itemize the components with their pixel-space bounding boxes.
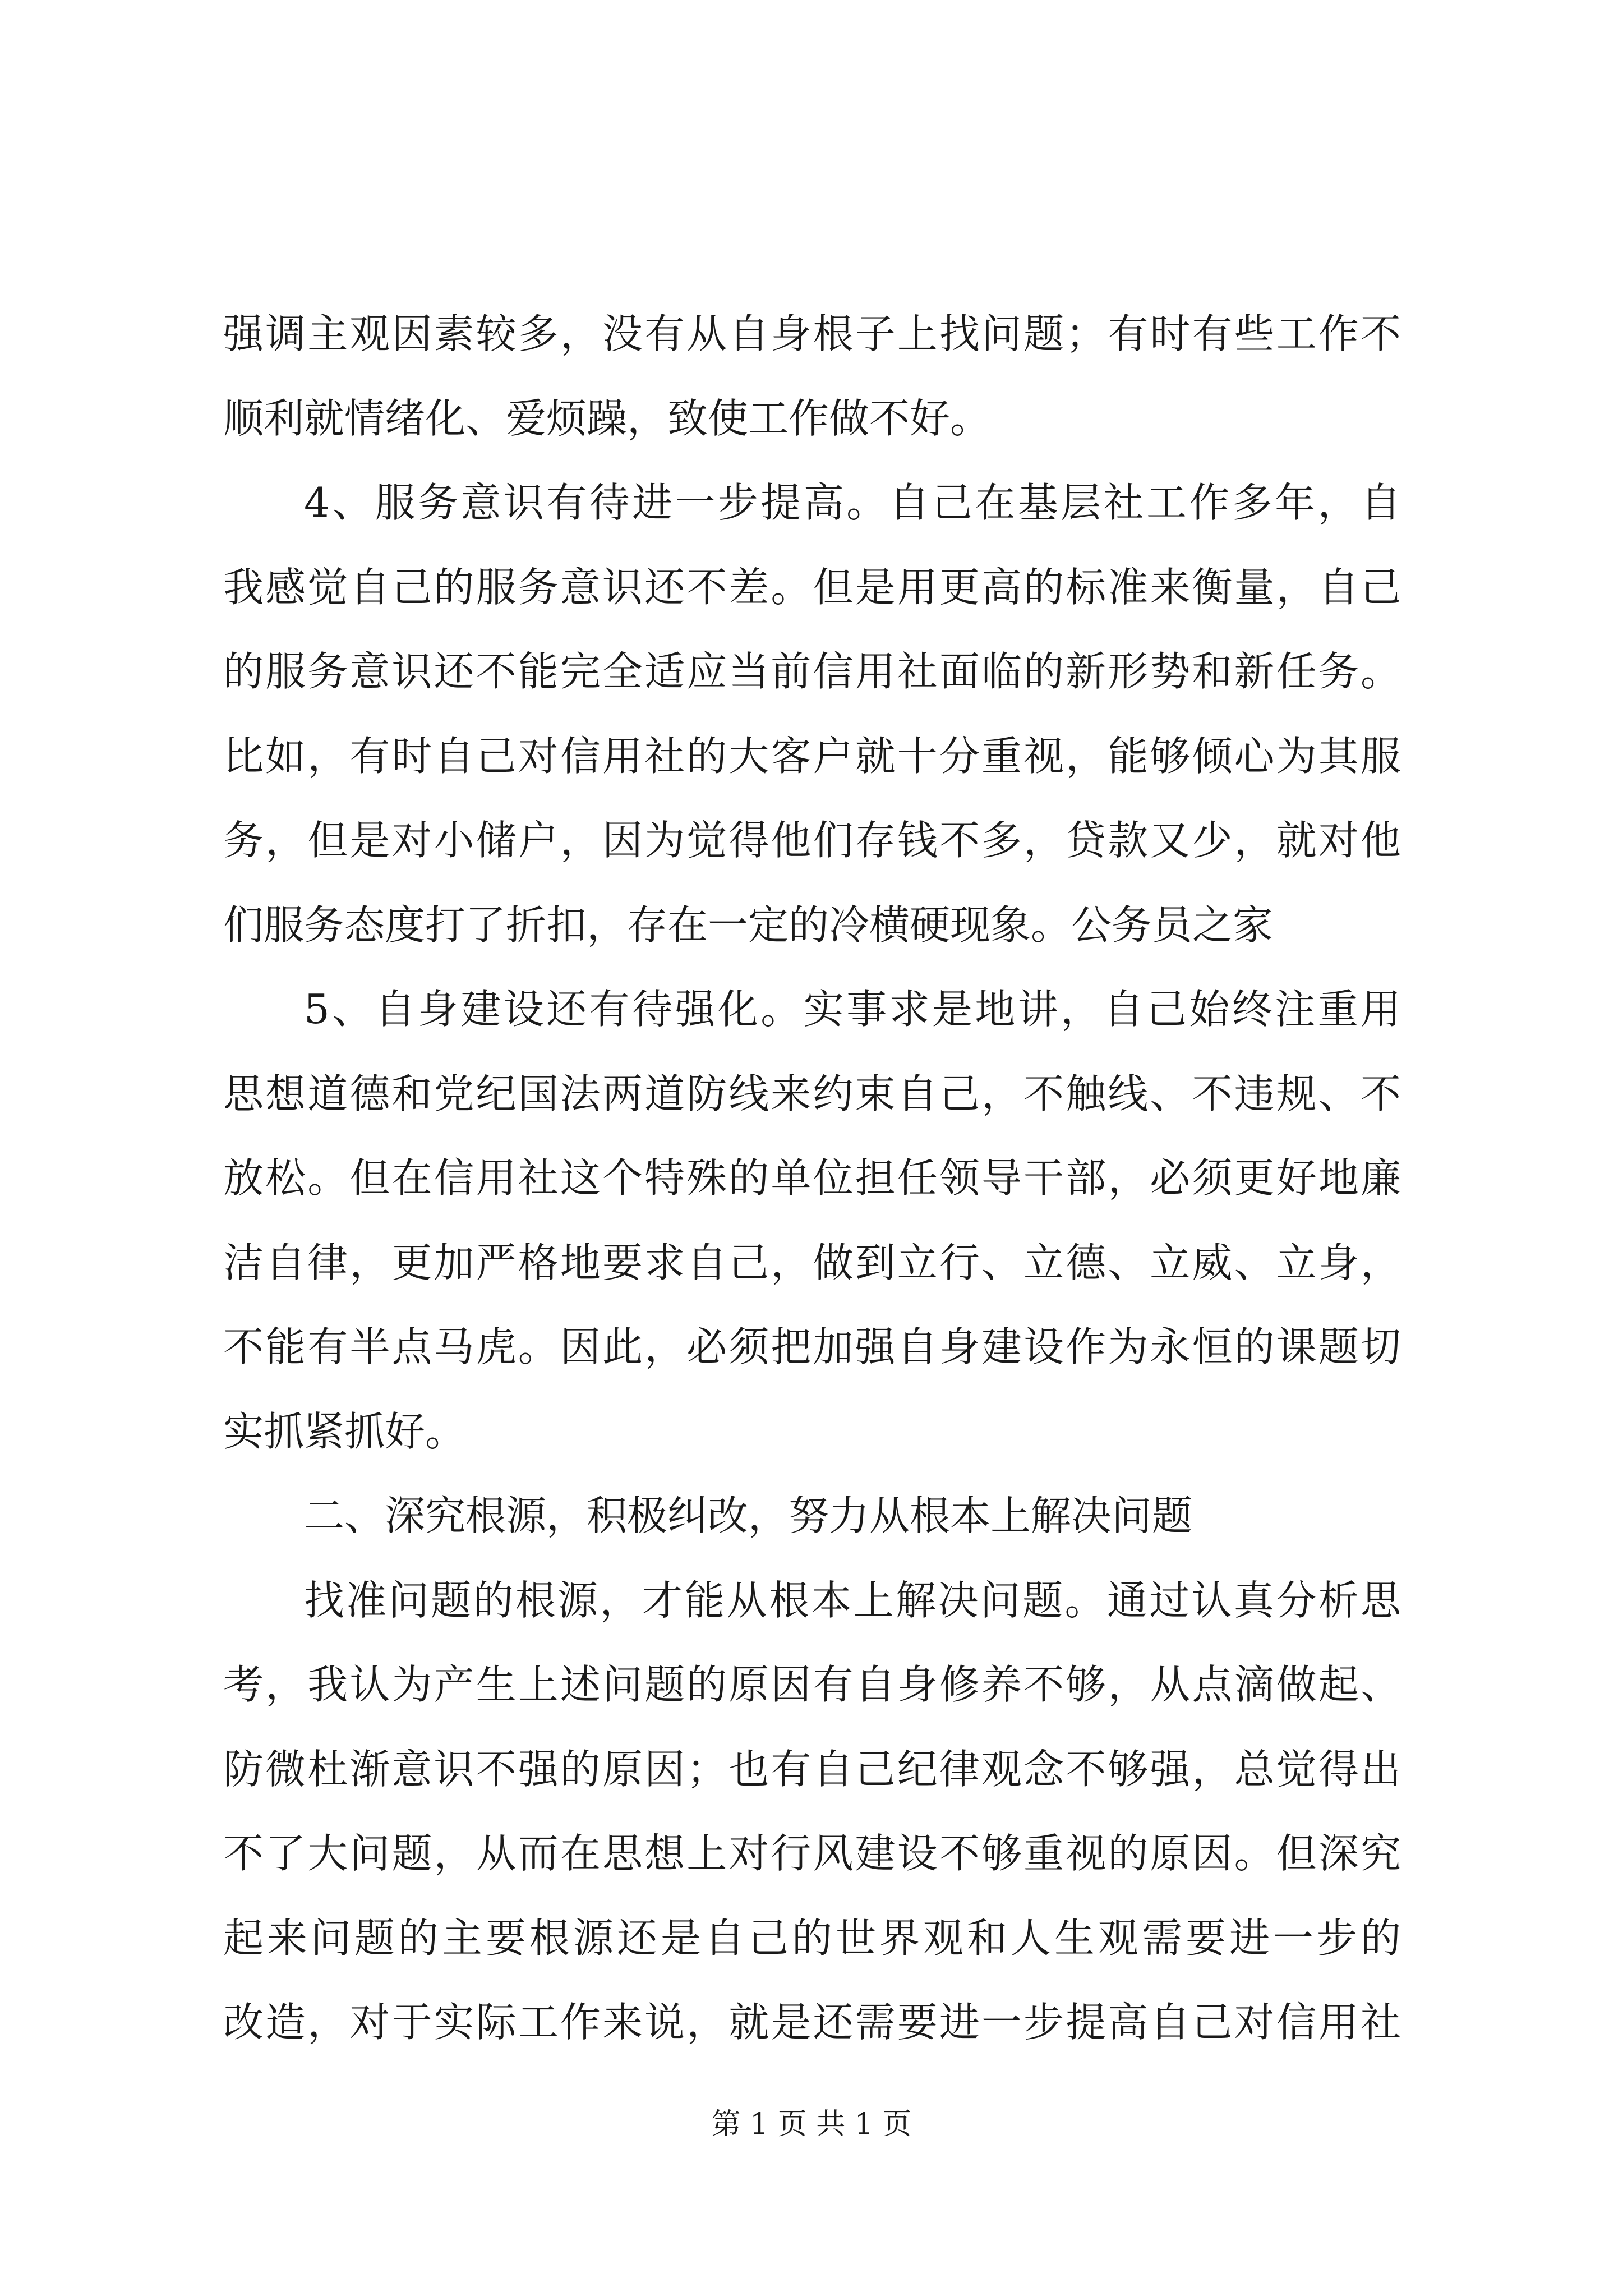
paragraph-start: 找准问题的根源，才能从根本上解决问题。通过认真分析思 [304,1576,1401,1624]
text-line: 防微杜渐意识不强的原因；也有自己纪律观念不够强，总觉得出 [223,1745,1401,1793]
text-line: 务，但是对小储户，因为觉得他们存钱不多，贷款又少，就对他 [223,817,1401,864]
text-line: 的服务意识还不能完全适应当前信用社面临的新形势和新任务。 [223,648,1401,695]
page-number-footer: 第 1 页 共 1 页 [711,2108,912,2141]
text-line: 实抓紧抓好。 [223,1407,466,1455]
text-line: 我感觉自己的服务意识还不差。但是用更高的标准来衡量，自己 [223,563,1401,611]
text-line: 放松。但在信用社这个特殊的单位担任领导干部，必须更好地廉 [223,1154,1401,1202]
text-line: 不能有半点马虎。因此，必须把加强自身建设作为永恒的课题切 [223,1323,1401,1370]
text-line: 顺利就情绪化、爱烦躁，致使工作做不好。 [223,394,991,442]
text-line: 们服务态度打了折扣，存在一定的冷横硬现象。公务员之家 [223,901,1274,949]
text-line: 考，我认为产生上述问题的原因有自身修养不够，从点滴做起、 [223,1661,1401,1708]
text-line: 洁自律，更加严格地要求自己，做到立行、立德、立威、立身， [223,1239,1401,1286]
text-line: 比如，有时自己对信用社的大客户就十分重视，能够倾心为其服 [223,732,1401,780]
text-line: 起来问题的主要根源还是自己的世界观和人生观需要进一步的 [223,1914,1401,1962]
body-text [223,292,1401,2065]
section-heading: 二、深究根源，积极纠改，努力从根本上解决问题 [304,1492,1193,1539]
paragraph-4-start: 4、服务意识有待进一步提高。自己在基层社工作多年，自 [304,479,1401,526]
text-line: 改造，对于实际工作来说，就是还需要进一步提高自己对信用社 [223,1999,1401,2046]
text-line: 不了大问题，从而在思想上对行风建设不够重视的原因。但深究 [223,1830,1401,1877]
text-line: 思想道德和党纪国法两道防线来约束自己，不触线、不违规、不 [223,1070,1401,1117]
paragraph-5-start: 5、自身建设还有待强化。实事求是地讲，自己始终注重用 [304,986,1401,1033]
text-line: 强调主观因素较多，没有从自身根子上找问题；有时有些工作不 [223,310,1401,357]
